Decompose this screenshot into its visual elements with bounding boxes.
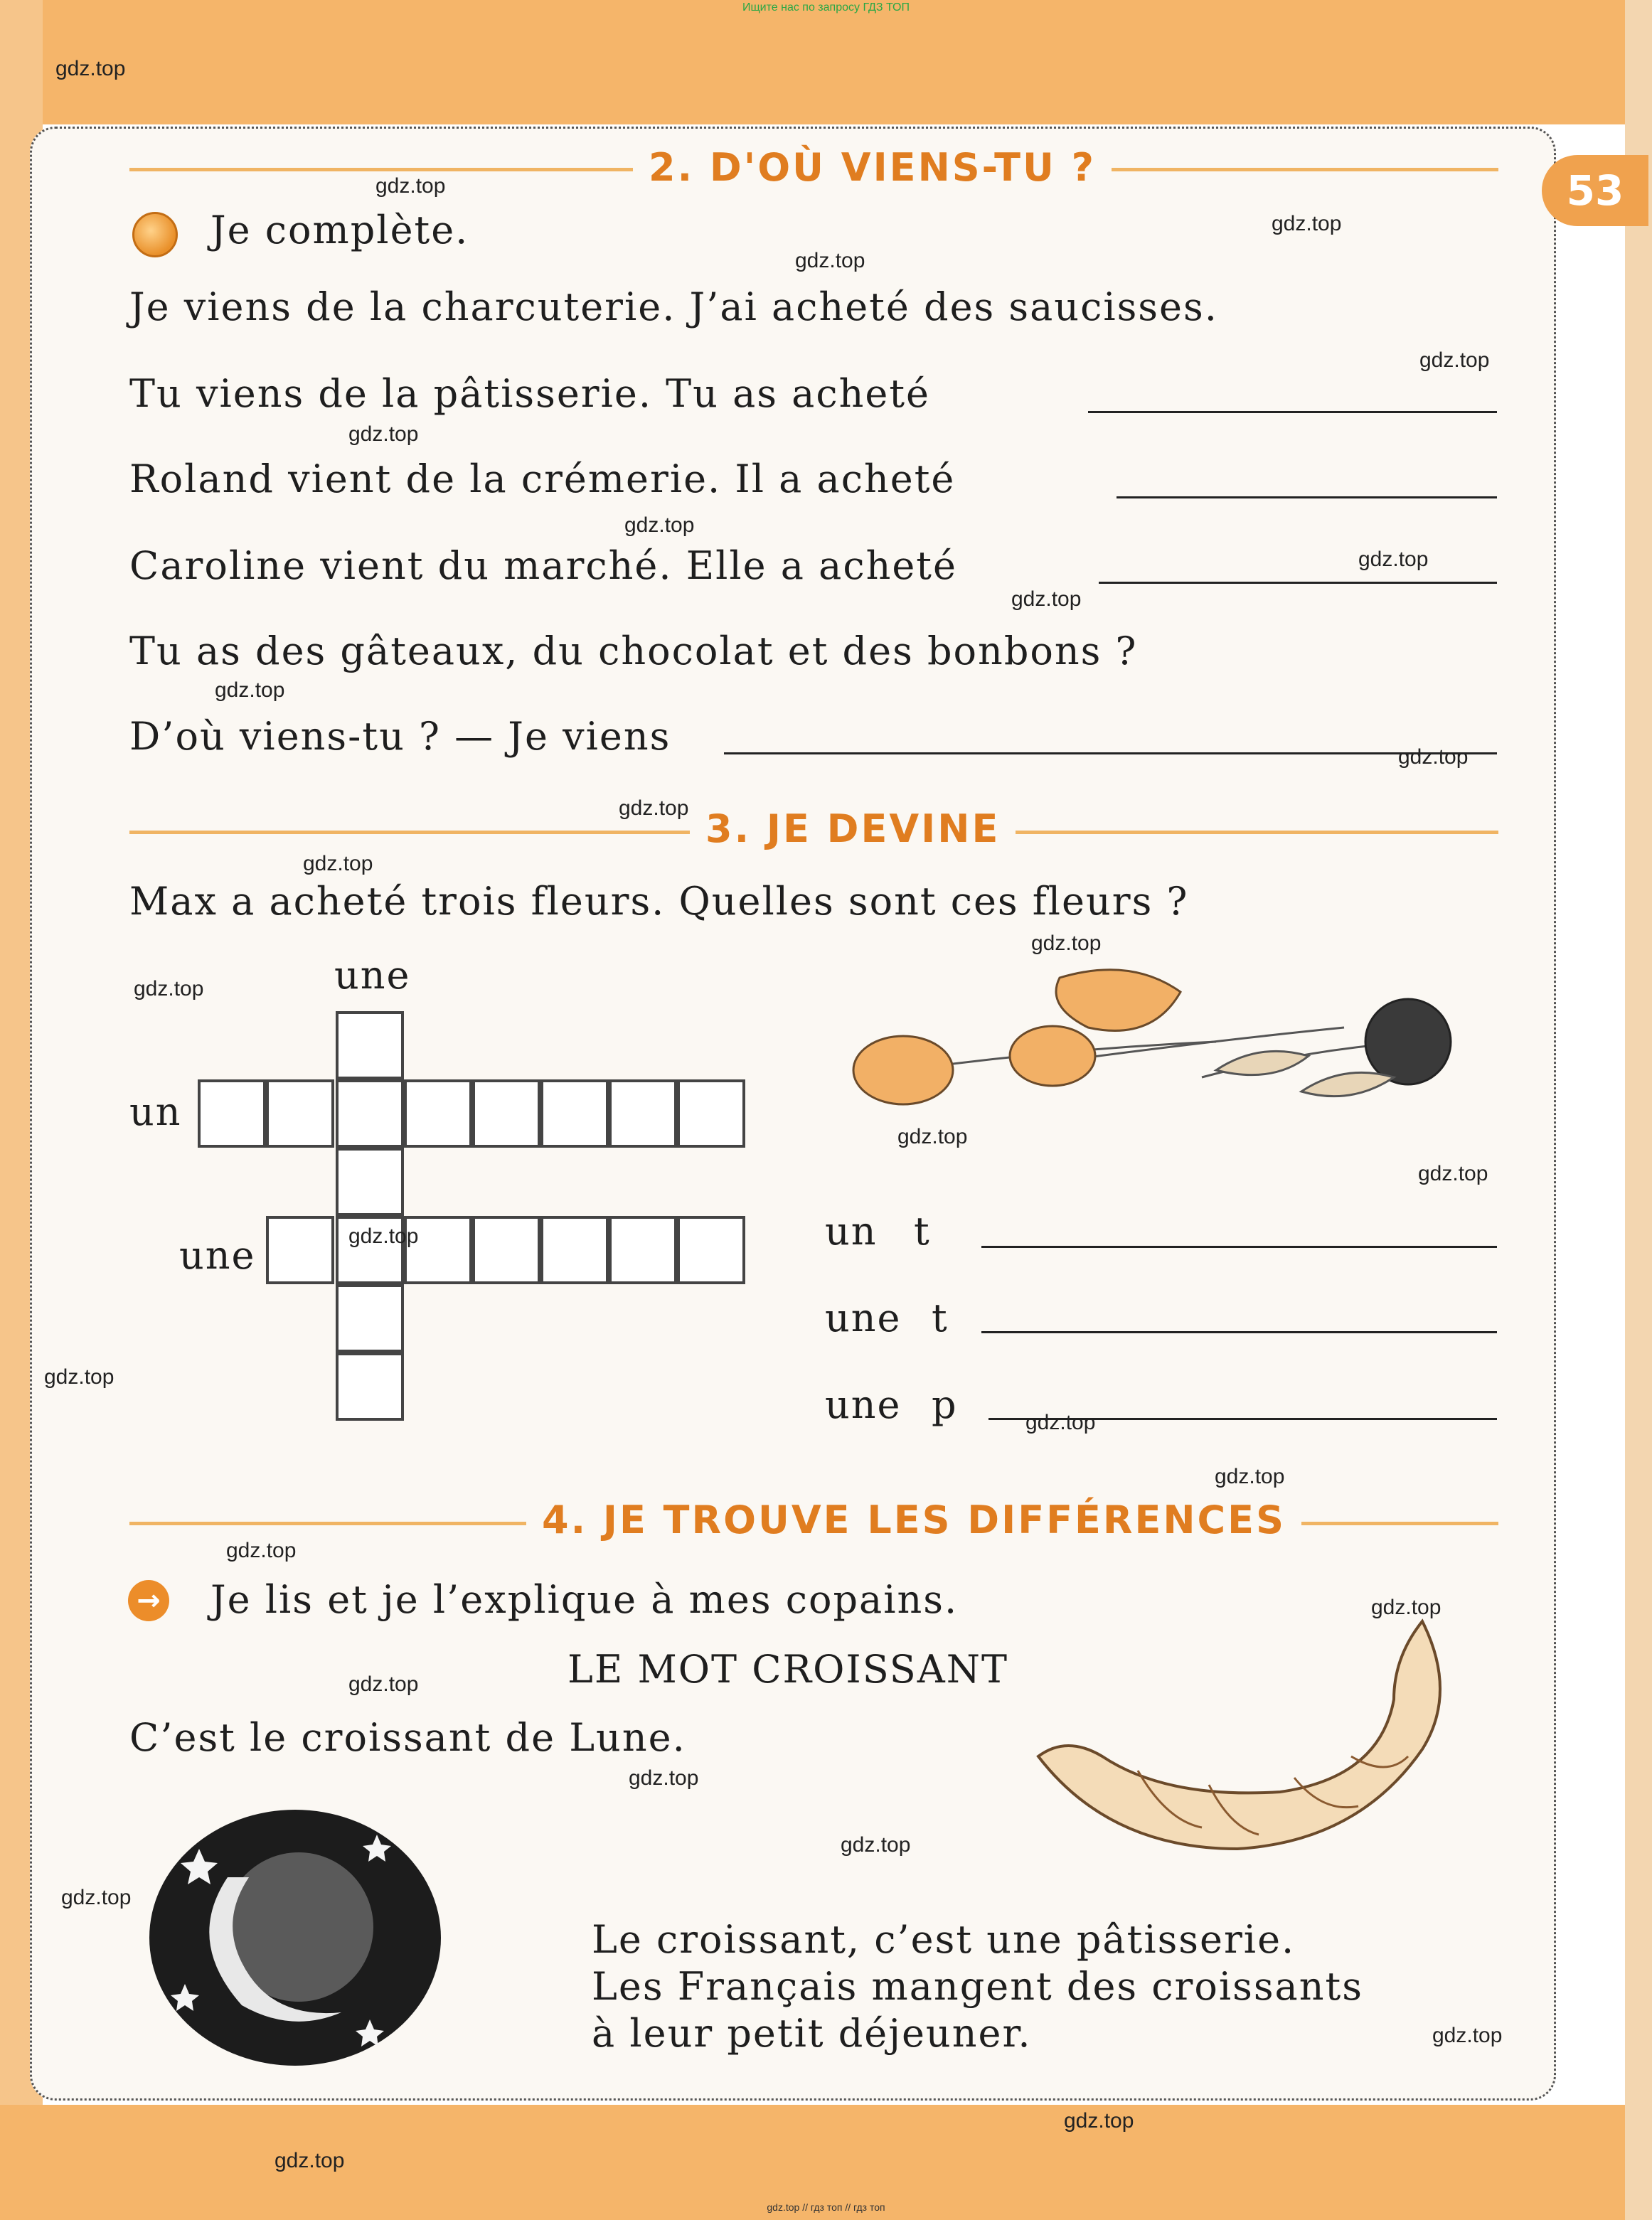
watermark: gdz.top: [226, 1539, 297, 1562]
top-border: [0, 0, 1652, 124]
section3-title: 3. JE DEVINE: [690, 806, 1016, 851]
crossword-cell[interactable]: [336, 1148, 404, 1216]
watermark: gdz.top: [275, 2149, 345, 2172]
text-line: à leur petit déjeuner.: [592, 2011, 1032, 2056]
text-line: C’est le croissant de Lune.: [129, 1715, 686, 1760]
exercise-line: Roland vient de la crémerie. Il a acheté: [129, 457, 956, 501]
crossword-cell[interactable]: [472, 1216, 540, 1284]
crossword-cell[interactable]: [198, 1079, 266, 1148]
watermark: gdz.top: [1418, 1162, 1488, 1185]
watermark: gdz.top: [215, 678, 285, 702]
crossword-cell[interactable]: [609, 1079, 677, 1148]
watermark: gdz.top: [44, 1365, 114, 1389]
watermark: gdz.top: [303, 852, 373, 875]
crossword-label: une: [334, 953, 411, 998]
watermark: gdz.top: [897, 1125, 968, 1148]
answer-blank[interactable]: [1099, 582, 1497, 584]
text-line: Les Français mangent des croissants: [592, 1964, 1363, 2009]
section2-title: 2. D'OÙ VIENS-TU ?: [633, 145, 1112, 190]
watermark: gdz.top: [1011, 587, 1082, 611]
arrow-bullet-icon: →: [128, 1580, 169, 1621]
crossword-label: un: [129, 1089, 182, 1134]
right-border: [1625, 0, 1652, 2220]
exercise-line: Je viens de la charcuterie. J’ai acheté des saucisses.: [129, 284, 1218, 329]
watermark: gdz.top: [1272, 212, 1342, 235]
crossword-cell[interactable]: [336, 1079, 404, 1148]
bottom-note: gdz.top // гдз топ // гдз топ: [767, 2202, 885, 2213]
section3-question: Max a acheté trois fleurs. Quelles sont ces fleurs ?: [129, 879, 1189, 924]
answer-prefix: une: [825, 1382, 902, 1427]
watermark: gdz.top: [1358, 548, 1429, 571]
crossword-cell[interactable]: [266, 1079, 334, 1148]
watermark: gdz.top: [795, 249, 865, 272]
crossword-cell[interactable]: [677, 1079, 745, 1148]
answer-letter: p: [932, 1382, 958, 1427]
watermark: gdz.top: [348, 1672, 419, 1696]
watermark: gdz.top: [629, 1766, 699, 1790]
moon-illustration: [142, 1806, 448, 2069]
section2-instruction: Je complète.: [211, 208, 469, 252]
exercise-line: Caroline vient du marché. Elle a acheté: [129, 543, 957, 588]
crossword-cell[interactable]: [609, 1216, 677, 1284]
answer-blank[interactable]: [1117, 496, 1497, 498]
exercise-line: Tu viens de la pâtisserie. Tu as acheté: [129, 371, 931, 416]
answer-blank[interactable]: [1088, 411, 1497, 413]
top-note: Ищите нас по запросу ГДЗ ТОП: [742, 1, 910, 14]
watermark: gdz.top: [624, 513, 695, 537]
watermark: gdz.top: [1215, 1465, 1285, 1488]
crossword-cell[interactable]: [404, 1079, 472, 1148]
crossword-cell[interactable]: [266, 1216, 334, 1284]
answer-prefix: un: [825, 1209, 878, 1254]
watermark: gdz.top: [1031, 932, 1102, 955]
flowers-illustration: [846, 964, 1508, 1134]
section4-title: 4. JE TROUVE LES DIFFÉRENCES: [526, 1498, 1301, 1542]
watermark: gdz.top: [348, 422, 419, 446]
watermark: gdz.top: [1432, 2024, 1503, 2047]
crossword-cell[interactable]: [677, 1216, 745, 1284]
answer-blank[interactable]: [981, 1331, 1497, 1333]
croissant-illustration: [1024, 1614, 1465, 1884]
watermark: gdz.top: [1419, 348, 1490, 372]
crossword-label: une: [179, 1233, 256, 1278]
watermark: gdz.top: [55, 57, 126, 80]
crossword-cell[interactable]: [540, 1216, 609, 1284]
watermark: gdz.top: [134, 977, 204, 1000]
crossword-cell[interactable]: [336, 1011, 404, 1079]
answer-prefix: une: [825, 1296, 902, 1340]
crossword-cell[interactable]: [540, 1079, 609, 1148]
watermark: gdz.top: [1398, 745, 1469, 769]
page-number: 53: [1542, 155, 1648, 226]
answer-letter: t: [932, 1296, 949, 1340]
watermark: gdz.top: [1371, 1596, 1441, 1619]
text-line: Le croissant, c’est une pâtisserie.: [592, 1917, 1296, 1962]
watermark: gdz.top: [1064, 2109, 1134, 2133]
crossword-cell[interactable]: [472, 1079, 540, 1148]
watermark: gdz.top: [1025, 1411, 1096, 1434]
exercise-line: Tu as des gâteaux, du chocolat et des bonbons ?: [129, 629, 1138, 673]
watermark: gdz.top: [348, 1224, 419, 1248]
crossword-cell[interactable]: [336, 1352, 404, 1421]
crossword-cell[interactable]: [336, 1284, 404, 1352]
answer-blank[interactable]: [981, 1246, 1497, 1248]
answer-blank[interactable]: [724, 752, 1497, 754]
watermark: gdz.top: [375, 174, 446, 198]
watermark: gdz.top: [619, 796, 689, 820]
exercise-line: D’où viens-tu ? — Je viens: [129, 714, 671, 759]
section4-instruction: Je lis et je l’explique à mes copains.: [211, 1577, 959, 1622]
watermark: gdz.top: [841, 1833, 911, 1857]
text-heading: LE MOT CROISSANT: [567, 1647, 1009, 1692]
answer-letter: t: [914, 1209, 931, 1254]
watermark: gdz.top: [61, 1886, 132, 1909]
orange-circle-bullet-icon: [132, 212, 178, 257]
